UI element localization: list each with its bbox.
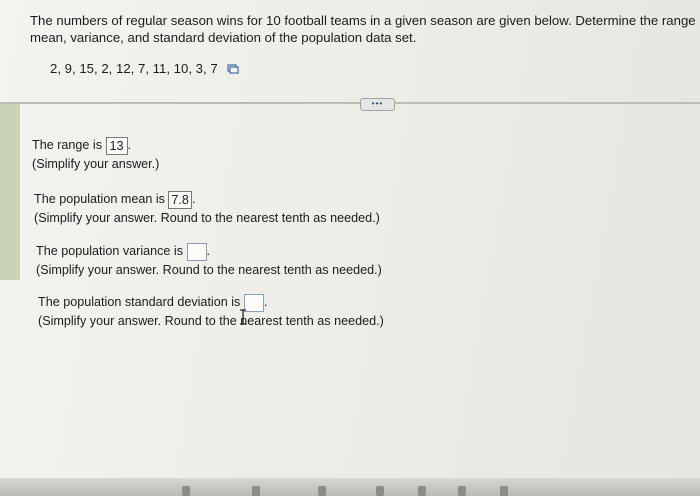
sidebar-accent [0, 104, 20, 280]
toolbar-button[interactable] [376, 486, 384, 496]
range-suffix: . [127, 138, 132, 152]
toolbar-button[interactable] [182, 486, 190, 496]
toolbar-button[interactable] [252, 486, 260, 496]
mean-prefix: The population mean is [34, 192, 165, 206]
section-divider [0, 102, 360, 104]
mean-answer-box[interactable]: 7.8 [168, 191, 192, 209]
toolbar-button[interactable] [418, 486, 426, 496]
variance-answer-box[interactable] [187, 243, 207, 261]
toolbar-button[interactable] [500, 486, 508, 496]
copy-icon[interactable] [227, 62, 239, 77]
variance-hint: (Simplify your answer. Round to the nearest tenth as needed.) [36, 262, 382, 277]
mean-suffix: . [191, 192, 196, 206]
question-line-2: mean, variance, and standard deviation of the population data set. [30, 30, 417, 45]
text-cursor-icon [238, 309, 248, 325]
mean-question [34, 190, 380, 227]
range-prefix: The range is [32, 138, 103, 152]
variance-prefix: The population variance is [36, 244, 184, 258]
toolbar-button[interactable] [318, 486, 326, 496]
mean-hint: (Simplify your answer. Round to the nearest tenth as needed.) [34, 210, 380, 225]
std-dev-suffix: . [263, 295, 268, 309]
dataset-values: 2, 9, 15, 2, 12, 7, 11, 10, 3, 7 [50, 61, 218, 76]
range-question [32, 136, 159, 173]
variance-suffix: . [206, 244, 211, 258]
section-divider [394, 102, 700, 104]
question-line-1: The numbers of regular season wins for 10 football teams in a given season are given below. Determine the range [30, 13, 696, 28]
toolbar-button[interactable] [458, 486, 466, 496]
range-answer-box[interactable]: 13 [106, 137, 128, 155]
bottom-toolbar [0, 478, 700, 496]
std-dev-question [38, 293, 384, 330]
std-dev-hint: (Simplify your answer. Round to the nearest tenth as needed.) [38, 313, 384, 328]
question-prompt [30, 12, 700, 46]
range-hint: (Simplify your answer.) [32, 156, 160, 171]
std-dev-prefix: The population standard deviation is [38, 295, 241, 309]
more-button[interactable]: ••• [360, 98, 395, 111]
variance-question [36, 242, 382, 279]
dataset [50, 61, 239, 77]
